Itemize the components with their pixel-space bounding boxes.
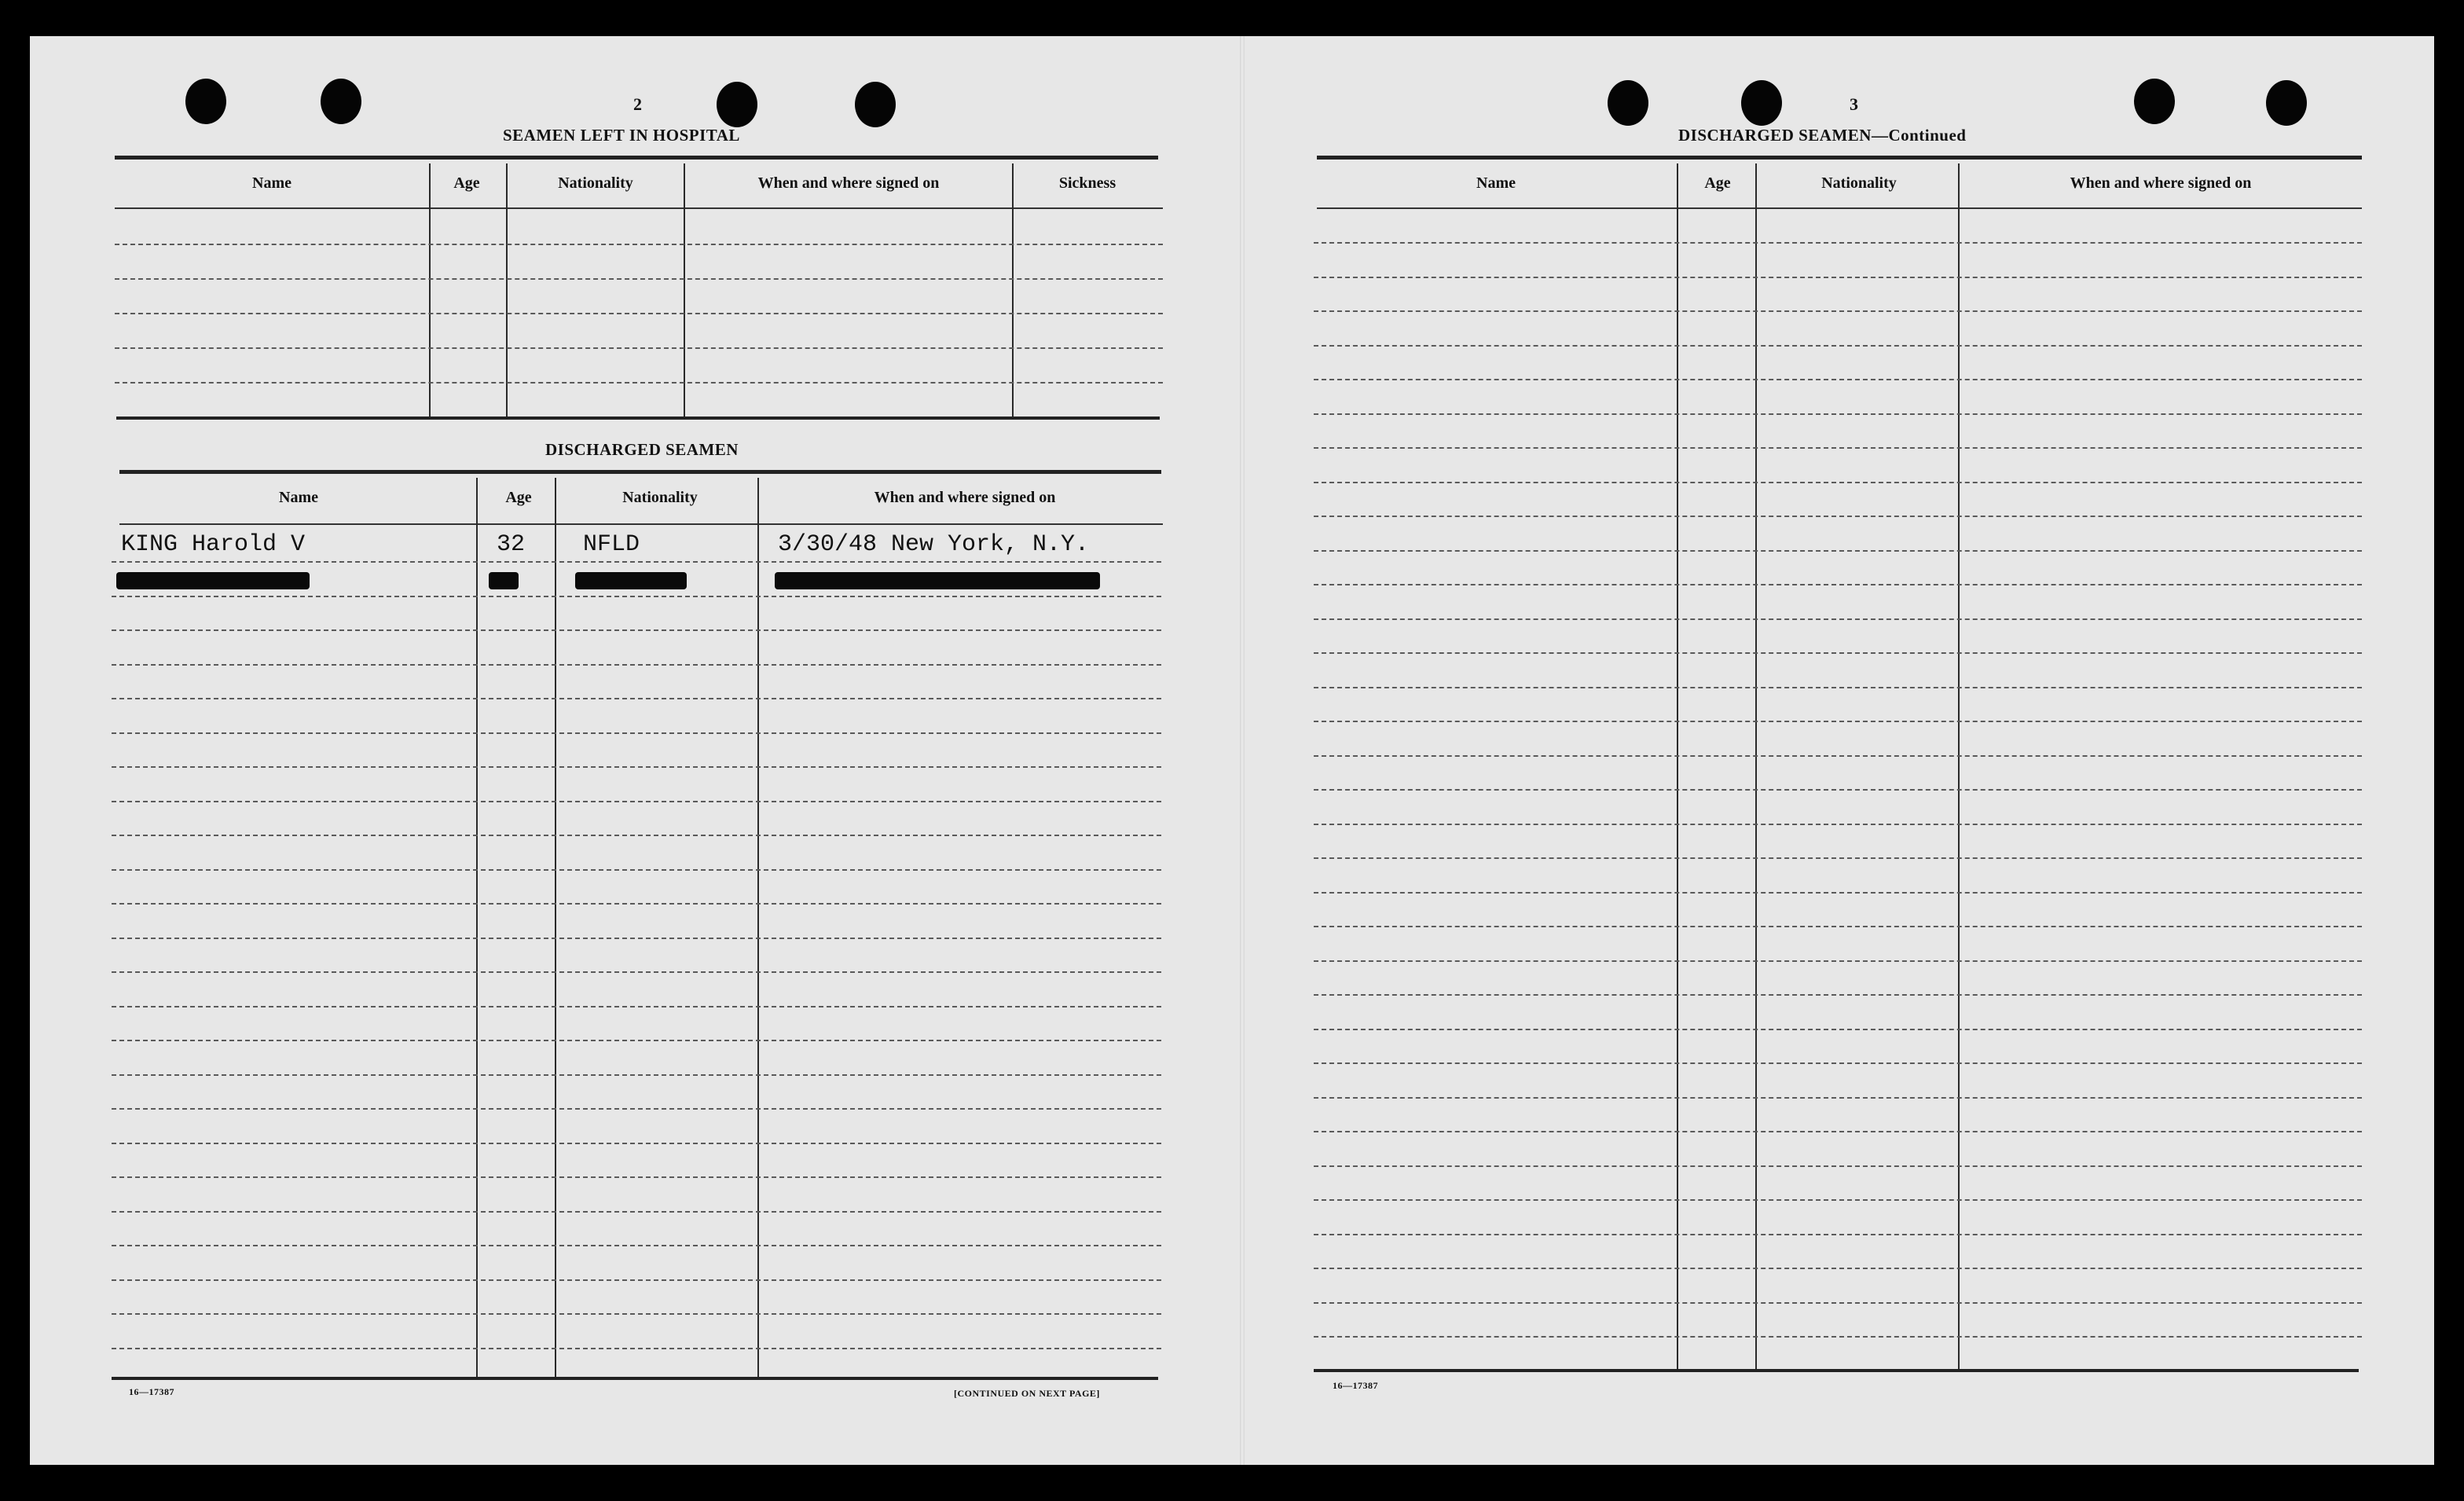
discharged-col-age: Age — [505, 489, 532, 506]
row-line — [1314, 755, 2362, 757]
hospital-col-sickness: Sickness — [1058, 174, 1116, 192]
right-header-rule — [1317, 207, 2362, 209]
row-line — [112, 732, 1161, 734]
punch-hole — [855, 82, 896, 127]
punch-hole — [2134, 79, 2175, 124]
row-line — [112, 801, 1161, 802]
row-line — [112, 766, 1161, 768]
row-line — [1314, 926, 2362, 927]
right-col-name: Name — [1476, 174, 1516, 192]
hospital-divider — [1012, 163, 1014, 418]
row-line — [112, 1245, 1161, 1246]
hospital-col-name: Name — [252, 174, 292, 192]
row-line — [1314, 1062, 2362, 1064]
hospital-divider — [506, 163, 508, 418]
redacted-age — [489, 572, 519, 589]
row-line — [112, 1143, 1161, 1144]
right-bottom-rule — [1314, 1369, 2359, 1372]
continued-note: [CONTINUED ON NEXT PAGE] — [954, 1388, 1100, 1399]
hospital-section-title: SEAMEN LEFT IN HOSPITAL — [503, 126, 740, 145]
row-line — [1314, 482, 2362, 483]
row-line — [112, 1211, 1161, 1213]
row-line — [1314, 857, 2362, 859]
row-line — [1314, 1097, 2362, 1099]
row-line — [112, 1108, 1161, 1110]
row-line — [112, 1074, 1161, 1076]
row-line — [1314, 1336, 2362, 1338]
row-line — [1314, 652, 2362, 654]
discharged-bottom-rule — [112, 1377, 1158, 1380]
row-line — [112, 1040, 1161, 1041]
row-line — [1314, 1268, 2362, 1269]
entry-nationality: NFLD — [583, 531, 640, 558]
hospital-row-line — [115, 244, 1163, 245]
redacted-signed-on — [775, 572, 1100, 589]
entry-name: KING Harold V — [121, 531, 306, 558]
row-line — [112, 1348, 1161, 1349]
hospital-row-line — [115, 313, 1163, 314]
left-form-number: 16—17387 — [129, 1386, 174, 1397]
row-line — [1314, 447, 2362, 449]
row-line — [1314, 550, 2362, 552]
row-line — [1314, 516, 2362, 517]
redacted-name — [116, 572, 310, 589]
discharged-top-rule — [119, 470, 1161, 474]
row-line — [1314, 960, 2362, 962]
page-fold — [1240, 36, 1245, 1465]
entry-age: 32 — [497, 531, 526, 558]
row-line — [112, 698, 1161, 699]
row-line — [1314, 310, 2362, 312]
row-line — [1314, 277, 2362, 278]
right-page-number: 3 — [1850, 94, 1858, 114]
row-line — [1314, 1302, 2362, 1304]
row-line — [1314, 1199, 2362, 1201]
hospital-row-line — [115, 278, 1163, 280]
row-line — [1314, 1131, 2362, 1132]
row-line — [112, 664, 1161, 666]
row-line — [112, 971, 1161, 973]
row-line — [112, 869, 1161, 871]
row-line — [112, 1176, 1161, 1178]
row-line — [112, 1313, 1161, 1315]
hospital-top-rule — [115, 156, 1158, 160]
right-form-number: 16—17387 — [1333, 1380, 1378, 1391]
row-line — [1314, 824, 2362, 825]
row-line — [1314, 687, 2362, 688]
discharged-header-rule — [119, 523, 1163, 525]
right-col-nationality: Nationality — [1821, 174, 1897, 192]
row-line — [112, 835, 1161, 836]
left-page-number: 2 — [633, 94, 642, 114]
hospital-col-nationality: Nationality — [558, 174, 633, 192]
row-line — [1314, 1165, 2362, 1167]
punch-hole — [1608, 80, 1648, 126]
redacted-nationality — [575, 572, 687, 589]
row-line — [112, 596, 1161, 597]
row-line — [1314, 242, 2362, 244]
row-line — [1314, 345, 2362, 347]
right-row-lines — [1314, 242, 2362, 1371]
hospital-col-age: Age — [453, 174, 480, 192]
hospital-row-line — [115, 347, 1163, 349]
row-line — [1314, 618, 2362, 620]
entry-signed-on: 3/30/48 New York, N.Y. — [778, 531, 1090, 558]
hospital-divider — [684, 163, 685, 418]
punch-hole — [1741, 80, 1782, 126]
row-line — [1314, 413, 2362, 415]
row-line — [1314, 789, 2362, 791]
hospital-header-rule — [115, 207, 1163, 209]
row-line — [112, 1279, 1161, 1281]
row-line — [1314, 892, 2362, 894]
row-line — [1314, 1234, 2362, 1235]
discharged-section-title: DISCHARGED SEAMEN — [545, 440, 739, 459]
hospital-divider — [429, 163, 431, 418]
row-line — [112, 561, 1161, 563]
punch-hole — [321, 79, 361, 124]
row-line — [112, 1006, 1161, 1007]
row-line — [112, 903, 1161, 905]
hospital-col-signed-on: When and where signed on — [757, 174, 940, 192]
discharged-col-signed-on: When and where signed on — [874, 489, 1056, 506]
discharged-col-name: Name — [279, 489, 318, 506]
row-line — [1314, 994, 2362, 996]
hospital-bottom-rule — [116, 417, 1160, 420]
right-col-signed-on: When and where signed on — [2070, 174, 2252, 192]
punch-hole — [185, 79, 226, 124]
discharged-row-lines — [112, 561, 1161, 1382]
row-line — [112, 938, 1161, 939]
row-line — [1314, 379, 2362, 380]
punch-hole — [2266, 80, 2307, 126]
hospital-row-line — [115, 382, 1163, 384]
right-col-age: Age — [1704, 174, 1731, 192]
right-top-rule — [1317, 156, 2362, 160]
row-line — [112, 629, 1161, 631]
discharged-col-nationality: Nationality — [622, 489, 698, 506]
row-line — [1314, 584, 2362, 585]
row-line — [1314, 721, 2362, 722]
row-line — [1314, 1029, 2362, 1030]
right-section-title: DISCHARGED SEAMEN—Continued — [1678, 126, 1967, 145]
punch-hole — [717, 82, 757, 127]
